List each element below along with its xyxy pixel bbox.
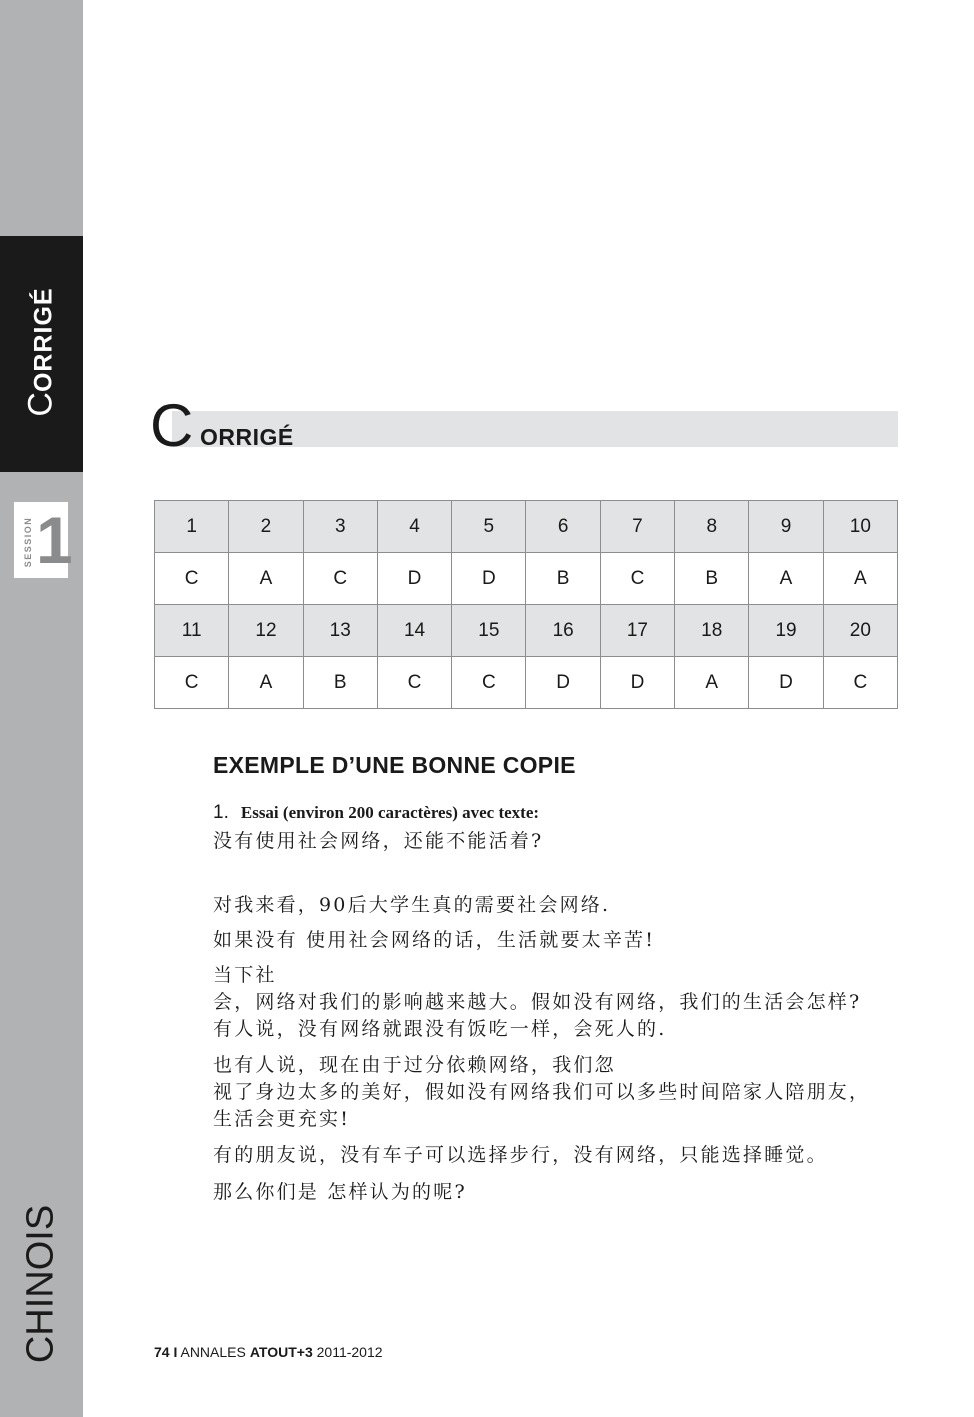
essay-line: 没有使用社会网络，还能不能活着?: [213, 830, 544, 852]
answer-row: [155, 553, 898, 605]
page-footer: [154, 1344, 383, 1360]
session-badge: [14, 502, 73, 578]
heading-initial: C: [150, 392, 194, 459]
item-text: Essai (environ 200 caractères) avec texte:: [240, 803, 540, 822]
answer-cell: D: [452, 553, 526, 605]
answer-cell: A: [229, 657, 303, 709]
session-word: SESSION: [23, 516, 33, 568]
answer-cell: C: [377, 657, 451, 709]
question-number-cell: 3: [303, 501, 377, 553]
question-number-cell: 8: [675, 501, 749, 553]
page-number: 74: [154, 1344, 170, 1360]
answer-cell: A: [675, 657, 749, 709]
answer-cell: A: [823, 553, 897, 605]
answer-cell: C: [155, 553, 229, 605]
essay-line: 对我来看，90后大学生真的需要社会网络.: [213, 894, 611, 916]
answer-cell: D: [526, 657, 600, 709]
subject-label: CHINOIS: [19, 1204, 62, 1364]
answer-cell: C: [303, 553, 377, 605]
footer-annales: ANNALES: [180, 1344, 246, 1360]
answer-row: [155, 657, 898, 709]
question-number-cell: 13: [303, 605, 377, 657]
question-number-cell: 5: [452, 501, 526, 553]
answer-cell: D: [377, 553, 451, 605]
question-number-cell: 14: [377, 605, 451, 657]
answer-cell: C: [600, 553, 674, 605]
question-number-cell: 18: [675, 605, 749, 657]
answer-cell: C: [155, 657, 229, 709]
answers-table: [154, 500, 898, 709]
answer-cell: B: [526, 553, 600, 605]
question-number-cell: 6: [526, 501, 600, 553]
essay-line: 也有人说，现在由于过分依赖网络，我们忽: [213, 1054, 616, 1076]
answer-cell: A: [229, 553, 303, 605]
question-number-cell: 9: [749, 501, 823, 553]
heading-title: ORRIGÉ: [200, 424, 294, 450]
essay-line: 视了身边太多的美好，假如没有网络我们可以多些时间陪家人陪朋友，: [213, 1081, 871, 1103]
item-number: 1.: [213, 802, 229, 823]
answer-cell: C: [452, 657, 526, 709]
section-tab-label: [22, 287, 61, 416]
essay-line: 那么你们是 怎样认为的呢?: [213, 1181, 467, 1203]
question-number-cell: 17: [600, 605, 674, 657]
essay-line: 有的朋友说，没有车子可以选择步行，没有网络，只能选择睡觉。: [213, 1144, 828, 1166]
footer-brand: ATOUT+3: [249, 1344, 313, 1360]
answer-cell: A: [749, 553, 823, 605]
question-number-cell: 7: [600, 501, 674, 553]
essay-line: 有人说，没有网络就跟没有饭吃一样，会死人的.: [213, 1018, 667, 1040]
section-title: EXEMPLE D’UNE BONNE COPIE: [213, 752, 576, 778]
question-number-row: [155, 605, 898, 657]
question-number-cell: 15: [452, 605, 526, 657]
question-number-cell: 11: [155, 605, 229, 657]
session-number: 1: [36, 503, 73, 577]
footer-separator: I: [173, 1344, 178, 1360]
section-tab-rest: ORRIGÉ: [29, 287, 58, 393]
question-number-cell: 10: [823, 501, 897, 553]
answer-cell: B: [675, 553, 749, 605]
essay-line: 生活会更充实!: [213, 1108, 351, 1130]
essay-line: 如果没有 使用社会网络的话，生活就要太辛苦!: [213, 929, 656, 951]
question-number-cell: 16: [526, 605, 600, 657]
footer-years: 2011-2012: [316, 1344, 383, 1360]
question-number-cell: 12: [229, 605, 303, 657]
item-heading: [213, 802, 539, 824]
answer-cell: D: [600, 657, 674, 709]
question-number-cell: 4: [377, 501, 451, 553]
answer-cell: B: [303, 657, 377, 709]
question-number-row: [155, 501, 898, 553]
section-tab-initial: C: [21, 392, 60, 417]
question-number-cell: 1: [155, 501, 229, 553]
question-number-cell: 2: [229, 501, 303, 553]
question-number-cell: 20: [823, 605, 897, 657]
answer-cell: D: [749, 657, 823, 709]
essay-line: 会，网络对我们的影响越来越大。假如没有网络，我们的生活会怎样?: [213, 991, 862, 1013]
answer-cell: C: [823, 657, 897, 709]
question-number-cell: 19: [749, 605, 823, 657]
essay-line: 当下社: [213, 964, 277, 986]
